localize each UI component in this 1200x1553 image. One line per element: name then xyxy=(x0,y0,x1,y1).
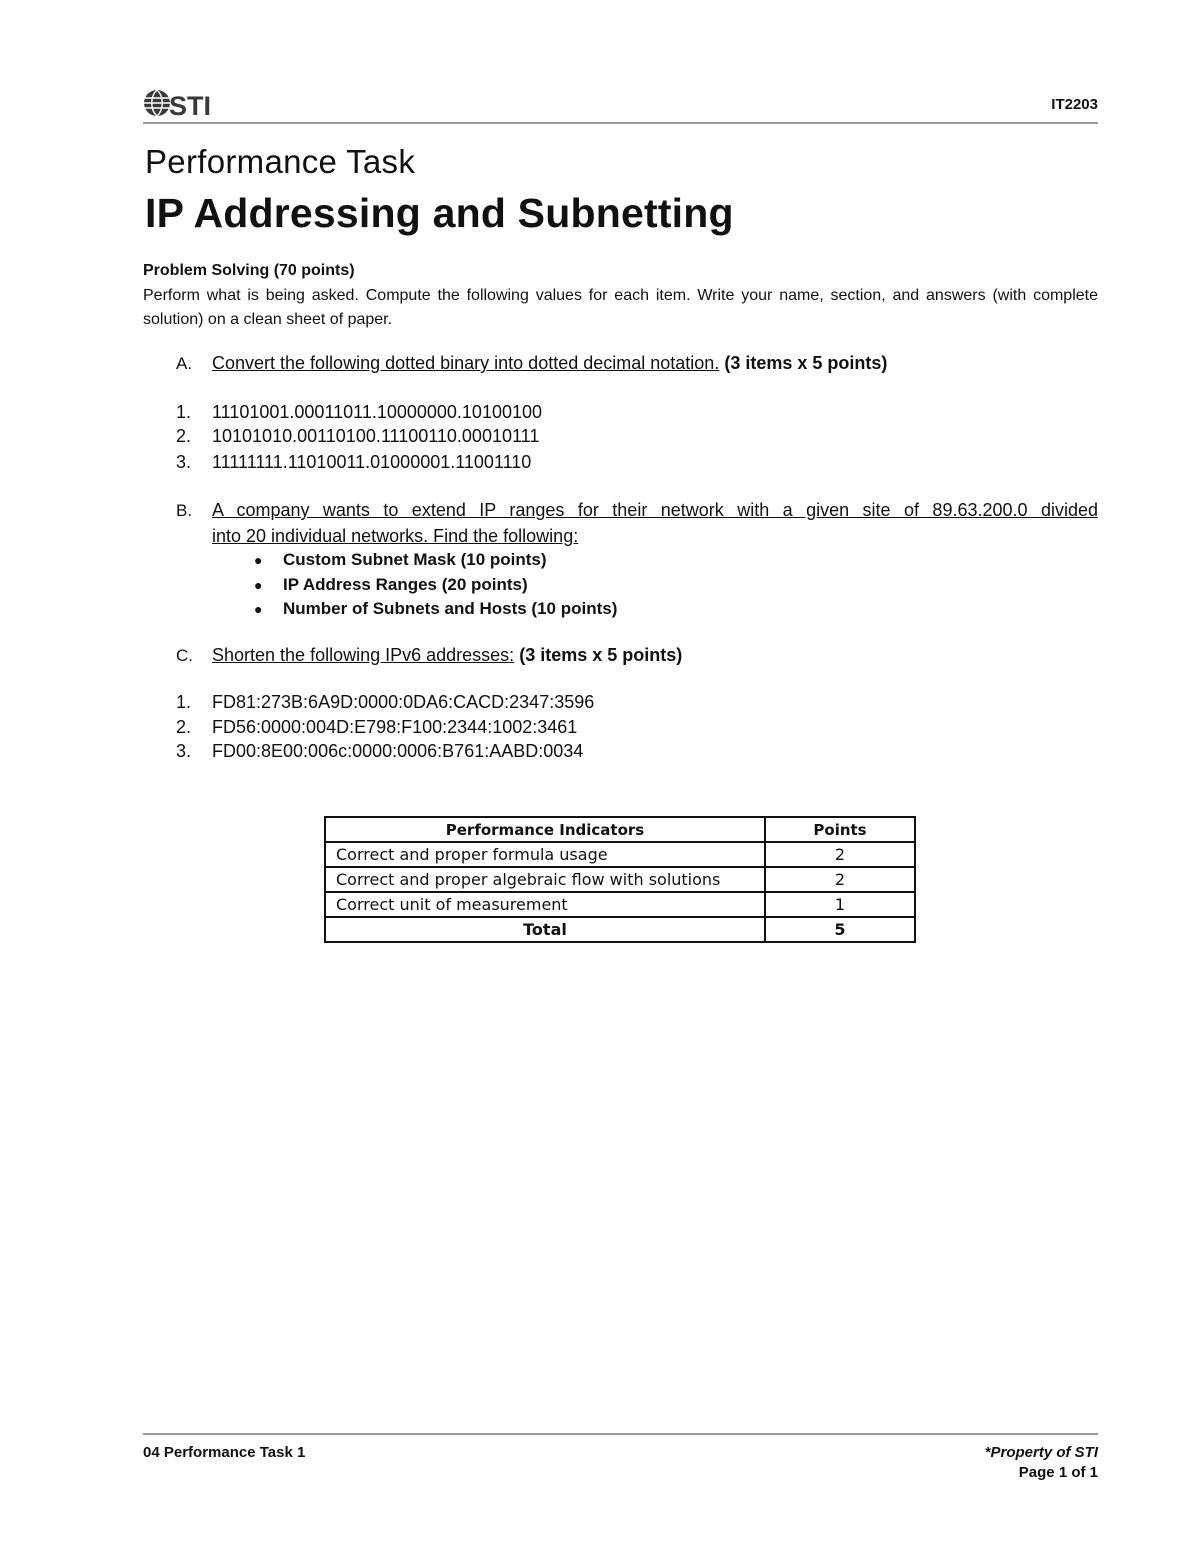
list-item-number: 1. xyxy=(176,402,192,422)
part-b-bullet: Number of Subnets and Hosts (10 points) xyxy=(283,599,618,618)
table-row xyxy=(325,842,915,867)
footer-property: *Property of STI xyxy=(984,1444,1098,1461)
part-a-points: (3 items x 5 points) xyxy=(724,353,888,373)
list-item-number: 2. xyxy=(176,426,192,446)
rubric-table xyxy=(324,816,916,943)
page-kicker: Performance Task xyxy=(145,143,416,180)
part-a-letter: A. xyxy=(176,354,193,373)
bullet-icon: ● xyxy=(254,601,263,617)
total-label: Total xyxy=(325,917,765,942)
footer-page-number: Page 1 of 1 xyxy=(1018,1464,1098,1481)
footer-divider xyxy=(143,1433,1098,1435)
part-b-bullet: IP Address Ranges (20 points) xyxy=(283,575,528,594)
part-b-letter: B. xyxy=(176,501,193,520)
binary-address: 11101001.00011011.10000000.10100100 xyxy=(212,402,543,422)
instructions: Perform what is being asked. Compute the following values for each item. Write your name, section, and answers (with complete solution) on a clean sheet of paper. xyxy=(143,287,1098,328)
list-item-number: 1. xyxy=(176,692,192,712)
indicator-cell: Correct and proper formula usage xyxy=(325,842,765,867)
list-item-number: 3. xyxy=(176,741,192,761)
total-points: 5 xyxy=(765,917,915,942)
part-a-prompt xyxy=(212,351,887,375)
part-b-prompt-line1: A company wants to extend IP ranges for their network with a given site of 89.63.200.0 divided xyxy=(212,500,1098,520)
part-c-points: (3 items x 5 points) xyxy=(519,645,683,665)
part-a-prompt-text: Convert the following dotted binary into dotted decimal notation. xyxy=(212,353,720,373)
table-header-row xyxy=(325,817,915,842)
column-header-indicators: Performance Indicators xyxy=(325,817,765,842)
ipv6-address: FD56:0000:004D:E798:F100:2344:1002:3461 xyxy=(212,717,578,737)
binary-address: 11111111.11010011.01000001.11001110 xyxy=(212,452,532,472)
table-row xyxy=(325,867,915,892)
points-cell: 2 xyxy=(765,842,915,867)
list-item-number: 3. xyxy=(176,452,192,472)
footer-doc-label: 04 Performance Task 1 xyxy=(143,1444,306,1461)
part-c-prompt-text: Shorten the following IPv6 addresses: xyxy=(212,645,515,665)
logo-text: STI xyxy=(169,91,212,120)
column-header-points: Points xyxy=(765,817,915,842)
ipv6-address: FD00:8E00:006c:0000:0006:B761:AABD:0034 xyxy=(212,741,584,761)
points-cell: 2 xyxy=(765,867,915,892)
course-code: IT2203 xyxy=(1051,96,1098,113)
binary-address: 10101010.00110100.11100110.00010111 xyxy=(212,426,540,446)
part-c-letter: C. xyxy=(176,646,193,665)
bullet-icon: ● xyxy=(254,552,263,568)
problem-solving-heading: Problem Solving (70 points) xyxy=(143,262,355,279)
list-item-number: 2. xyxy=(176,717,192,737)
points-cell: 1 xyxy=(765,892,915,917)
part-b-prompt-line2: into 20 individual networks. Find the following: xyxy=(212,526,579,546)
table-row xyxy=(325,892,915,917)
sti-logo xyxy=(143,86,215,120)
table-total-row xyxy=(325,917,915,942)
page-title: IP Addressing and Subnetting xyxy=(145,190,734,236)
indicator-cell: Correct unit of measurement xyxy=(325,892,765,917)
bullet-icon: ● xyxy=(254,577,263,593)
part-b-bullet: Custom Subnet Mask (10 points) xyxy=(283,550,547,569)
part-c-prompt xyxy=(212,643,682,667)
header-divider xyxy=(143,122,1098,124)
globe-icon xyxy=(144,90,170,116)
indicator-cell: Correct and proper algebraic flow with solutions xyxy=(325,867,765,892)
ipv6-address: FD81:273B:6A9D:0000:0DA6:CACD:2347:3596 xyxy=(212,692,595,712)
